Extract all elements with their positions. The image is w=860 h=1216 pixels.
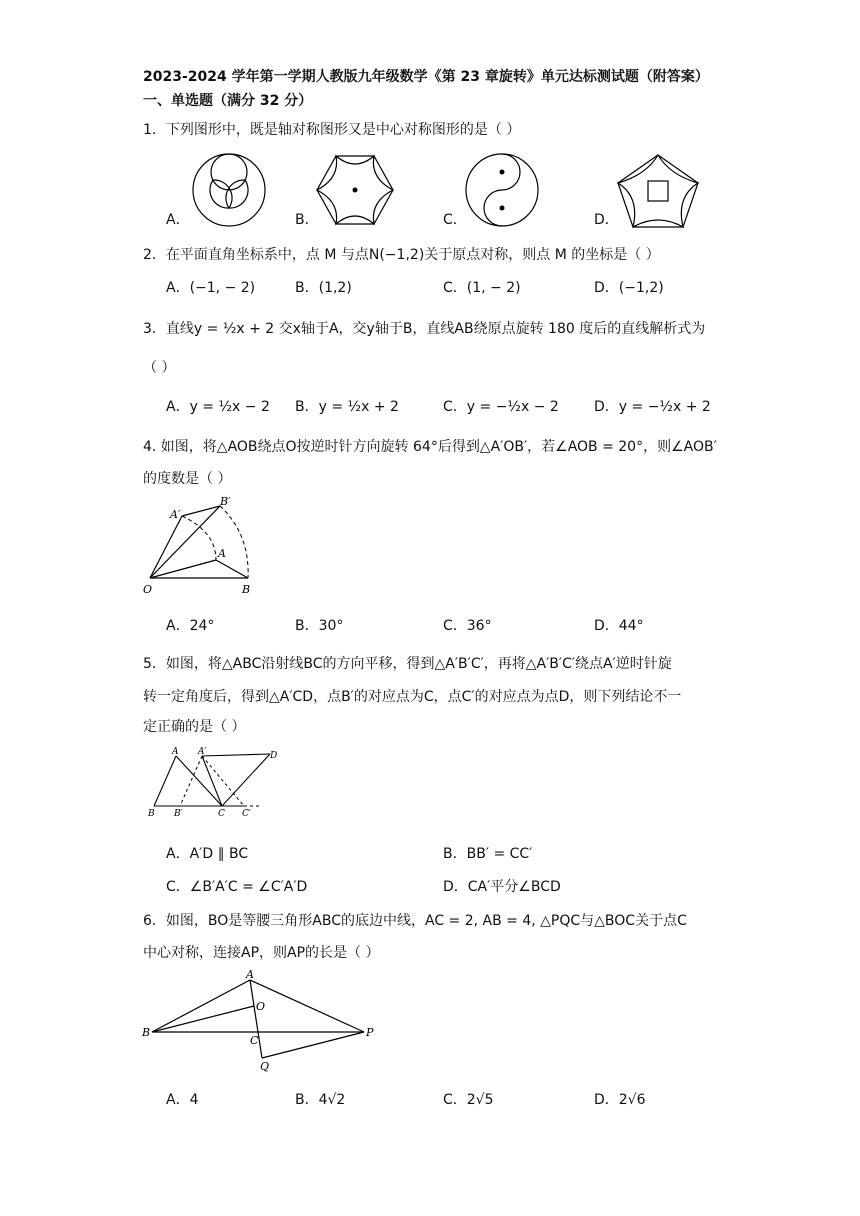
q2-option-b: B．(1,2) [295,280,352,296]
q1-figure-b [316,154,394,226]
q6-stem-line2: 中心对称，连接AP，则AP的长是（ ） [143,945,380,961]
q6-label-a: A [246,968,254,981]
q1-figure-d [616,153,700,229]
q5-label-d: D [270,751,278,761]
q5-label-a-prime: A′ [198,747,207,757]
q2-option-a: A．(−1, − 2) [166,280,256,296]
q6-label-c: C [250,1034,259,1047]
q5-stem-line3: 定正确的是（ ） [143,719,246,735]
q4-label-b: B [242,583,251,596]
q6-label-b: B [142,1026,151,1039]
q6-option-a: A．4 [166,1092,199,1108]
document-title: 2023-2024 学年第一学期人教版九年级数学《第 23 章旋转》单元达标测试题（附答案） [143,69,709,85]
q3-option-b: B．y = ½x + 2 [295,399,399,415]
q4-option-d: D．44° [594,618,644,634]
q6-stem: 6．如图，BO是等腰三角形ABC的底边中线，AC = 2, AB = 4, △PQC与△BOC关于点C [143,913,687,929]
q5-label-b: B [148,809,155,819]
q4-label-o: O [143,583,153,596]
q1-option-a: A． [166,212,190,228]
q4-stem-line2: 的度数是（ ） [143,471,232,487]
q1-figure-a [186,152,272,228]
q5-label-c-prime: C′ [242,809,251,819]
q1-stem: 1．下列图形中，既是轴对称图形又是中心对称图形的是（ ） [143,122,521,138]
q3-stem-line2: （ ） [143,360,176,376]
q6-figure [140,966,376,1074]
q6-option-d: D．2√6 [594,1092,646,1108]
q6-option-c: C．2√5 [443,1092,494,1108]
q3-option-d: D．y = −½x + 2 [594,399,711,415]
section-heading: 一、单选题（满分 32 分） [143,93,313,109]
q6-label-o: O [256,1000,266,1013]
q3-option-c: C．y = −½x − 2 [443,399,559,415]
q6-label-q: Q [260,1060,270,1073]
q1-option-b: B． [295,212,319,228]
q1-option-c: C． [443,212,467,228]
q5-option-c: C．∠B′A′C = ∠C′A′D [166,879,308,895]
q4-label-b-prime: B′ [220,495,231,508]
q3-option-a: A．y = ½x − 2 [166,399,270,415]
q5-label-b-prime: B′ [174,809,183,819]
q5-label-a: A [172,747,179,757]
q2-option-c: C．(1, − 2) [443,280,521,296]
q5-label-c: C [218,809,225,819]
q5-option-d: D．CA′平分∠BCD [443,879,561,895]
q4-option-c: C．36° [443,618,492,634]
q1-option-d: D． [594,212,619,228]
q5-stem-line2: 转一定角度后，得到△A′CD，点B′的对应点为C，点C′的对应点为点D，则下列结论不一 [143,689,682,705]
q1-figure-c [464,152,540,228]
q4-figure [140,494,260,598]
q4-option-a: A．24° [166,618,215,634]
q5-option-a: A．A′D ∥ BC [166,846,249,862]
q2-stem: 2．在平面直角坐标系中，点 M 与点N(−1,2)关于原点对称，则点 M 的坐标是（ ） [143,247,660,263]
q5-option-b: B．BB′ = CC′ [443,846,533,862]
q4-stem: 4. 如图，将△AOB绕点O按逆时针方向旋转 64°后得到△A′OB′，若∠AOB = 20°，则∠AOB′ [143,439,717,455]
q3-stem: 3．直线y = ½x + 2 交x轴于A，交y轴于B，直线AB绕原点旋转 180 度后的直线解析式为 [143,321,706,337]
q5-stem: 5．如图，将△ABC沿射线BC的方向平移，得到△A′B′C′，再将△A′B′C′绕点A′逆时针旋 [143,656,672,672]
q2-option-d: D．(−1,2) [594,280,664,296]
q5-figure [144,744,278,820]
q6-option-b: B．4√2 [295,1092,346,1108]
q4-option-b: B．30° [295,618,344,634]
q4-label-a-prime: A′ [170,508,181,521]
q4-label-a: A [218,547,226,560]
q6-label-p: P [366,1026,374,1039]
